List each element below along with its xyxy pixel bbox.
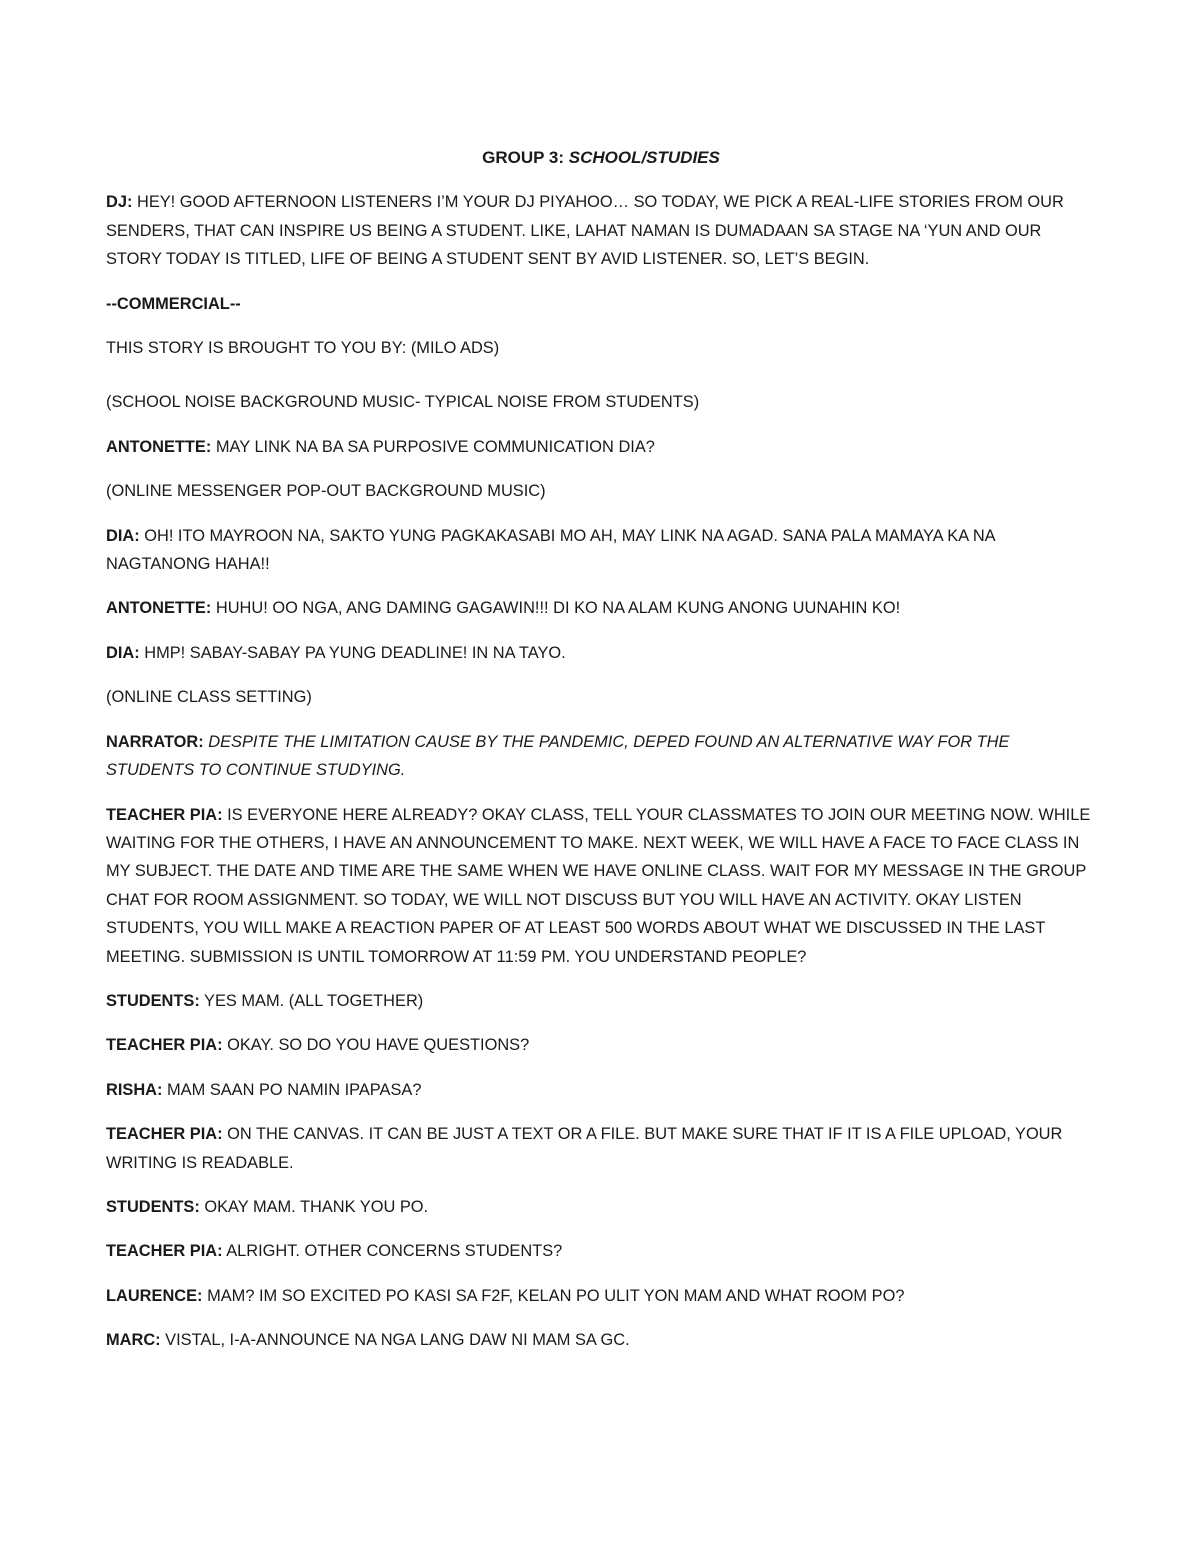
sponsor-line: THIS STORY IS BROUGHT TO YOU BY: (MILO ADS) [106, 339, 500, 358]
dialogue-line [106, 987, 1096, 1015]
dialogue-line [106, 1326, 1096, 1354]
speaker-label: MARC: [106, 1331, 161, 1350]
dialogue-line [106, 639, 1096, 667]
title-subject: SCHOOL/STUDIES [568, 148, 720, 167]
stage-cue: (ONLINE MESSENGER POP-OUT BACKGROUND MUSIC) [106, 482, 546, 501]
dialogue-text: MAY LINK NA BA SA PURPOSIVE COMMUNICATION DIA? [211, 437, 655, 456]
speaker-label: DIA: [106, 526, 140, 545]
dialogue-line [106, 1282, 1096, 1310]
dialogue-line [106, 801, 1096, 971]
speaker-label: TEACHER PIA: [106, 1036, 223, 1055]
speaker-label: ANTONETTE: [106, 437, 212, 456]
dialogue-text: ALRIGHT. OTHER CONCERNS STUDENTS? [222, 1242, 563, 1261]
script-lines [106, 433, 1096, 1355]
dialogue-text: HMP! SABAY-SABAY PA YUNG DEADLINE! IN NA TAYO. [139, 643, 566, 662]
dialogue-line [106, 433, 1096, 461]
dialogue-text: OH! ITO MAYROON NA, SAKTO YUNG PAGKAKASABI MO AH, MAY LINK NA AGAD. SANA PALA MAMAYA KA NA NAGTANONG HAHA!! [106, 526, 995, 574]
speaker-label: DJ: [106, 193, 133, 212]
intro-paragraph [106, 188, 1096, 273]
speaker-label: LAURENCE: [106, 1286, 203, 1305]
speaker-label: RISHA: [106, 1080, 163, 1099]
dialogue-line [106, 1076, 1096, 1104]
title-prefix: GROUP 3: [482, 148, 569, 167]
dialogue-line [106, 728, 1096, 785]
dialogue-text: DESPITE THE LIMITATION CAUSE BY THE PANDEMIC, DEPED FOUND AN ALTERNATIVE WAY FOR THE STUDENTS TO CONTINUE STUDYING. [106, 732, 1010, 780]
dialogue-text: OKAY. SO DO YOU HAVE QUESTIONS? [222, 1036, 530, 1055]
dialogue-text: MAM? IM SO EXCITED PO KASI SA F2F, KELAN PO ULIT YON MAM AND WHAT ROOM PO? [202, 1286, 905, 1305]
dialogue-text: YES MAM. (ALL TOGETHER) [199, 991, 424, 1010]
dialogue-text: HEY! GOOD AFTERNOON LISTENERS I’M YOUR DJ PIYAHOO… SO TODAY, WE PICK A REAL-LIFE STORIES FROM OUR SENDERS, THAT CAN INSPIRE US BEING A STUDENT. LIKE, LAHAT NAMAN IS DUMADAAN SA STAGE NA ‘YUN AND OUR STORY TODAY IS TITLED, LIFE OF BEING A STUDENT SENT BY AVID LISTENER. SO, LET’S BEGIN. [106, 193, 1064, 269]
stage-cue: (SCHOOL NOISE BACKGROUND MUSIC- TYPICAL NOISE FROM STUDENTS) [106, 393, 700, 412]
dialogue-text: ON THE CANVAS. IT CAN BE JUST A TEXT OR A FILE. BUT MAKE SURE THAT IF IT IS A FILE UPLOAD, YOUR WRITING IS READABLE. [106, 1125, 1063, 1172]
speaker-label: STUDENTS: [106, 1197, 200, 1216]
document-page [106, 144, 1096, 1371]
dialogue-text: HUHU! OO NGA, ANG DAMING GAGAWIN!!! DI KO NA ALAM KUNG ANONG UUNAHIN KO! [211, 599, 901, 618]
stage-cue: (ONLINE CLASS SETTING) [106, 688, 312, 707]
speaker-label: STUDENTS: [106, 991, 200, 1010]
speaker-label: TEACHER PIA: [106, 1242, 223, 1261]
dialogue-text: IS EVERYONE HERE ALREADY? OKAY CLASS, TELL YOUR CLASSMATES TO JOIN OUR MEETING NOW. WHILE WAITING FOR THE OTHERS, I HAVE AN ANNOUNCEMENT TO MAKE. NEXT WEEK, WE WILL HAVE A FACE TO FACE CLASS IN MY SUBJECT. THE DATE AND TIME ARE THE SAME WHEN WE HAVE ONLINE CLASS. WAIT FOR MY MESSAGE IN THE GROUP CHAT FOR ROOM ASSIGNMENT. SO TODAY, WE WILL NOT DISCUSS BUT YOU WILL HAVE AN ACTIVITY. OKAY LISTEN STUDENTS, YOU WILL MAKE A REACTION PAPER OF AT LEAST 500 WORDS ABOUT WHAT WE DISCUSSED IN THE LAST MEETING. SUBMISSION IS UNTIL TOMORROW AT 11:59 PM. YOU UNDERSTAND PEOPLE? [106, 805, 1091, 966]
speaker-label: NARRATOR: [106, 732, 204, 751]
dialogue-line [106, 1237, 1096, 1265]
speaker-label: TEACHER PIA: [106, 805, 223, 824]
speaker-label: DIA: [106, 643, 140, 662]
dialogue-line [106, 594, 1096, 622]
dialogue-text: MAM SAAN PO NAMIN IPAPASA? [162, 1080, 422, 1099]
commercial-heading: --COMMERCIAL-- [106, 294, 241, 313]
document-title [106, 144, 1096, 172]
speaker-label: ANTONETTE: [106, 599, 212, 618]
dialogue-line [106, 1031, 1096, 1059]
speaker-label: TEACHER PIA: [106, 1125, 223, 1144]
dialogue-text: OKAY MAM. THANK YOU PO. [199, 1197, 429, 1216]
dialogue-line [106, 1193, 1096, 1221]
dialogue-text: VISTAL, I-A-ANNOUNCE NA NGA LANG DAW NI MAM SA GC. [160, 1331, 630, 1350]
dialogue-line [106, 522, 1096, 579]
dialogue-line [106, 1120, 1096, 1177]
